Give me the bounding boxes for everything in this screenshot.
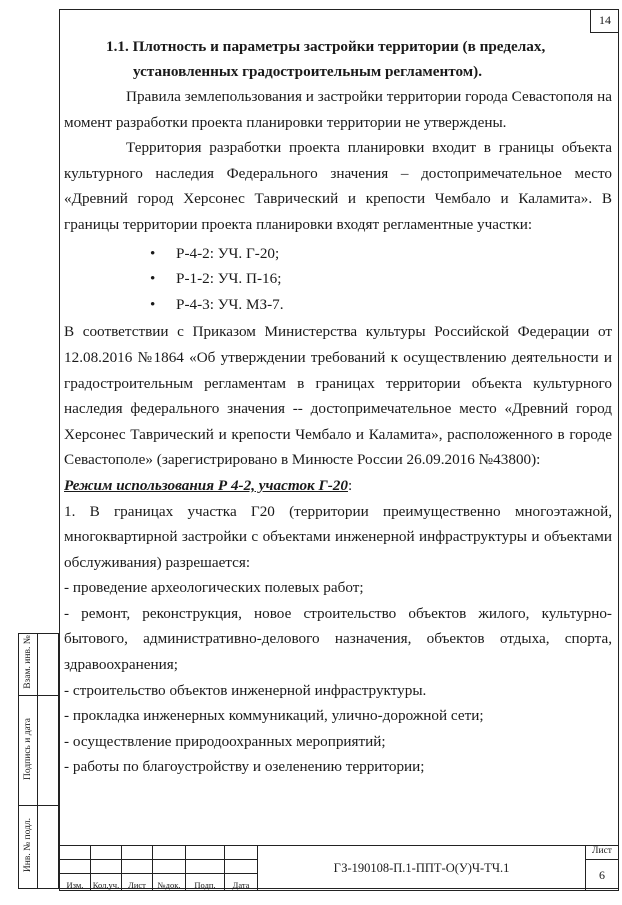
list-item: - проведение археологических полевых работ; — [64, 579, 364, 597]
plots-list — [64, 241, 612, 318]
page-number: 14 — [590, 9, 619, 33]
sheet-label: Лист — [586, 846, 619, 860]
section-heading — [64, 34, 612, 84]
side-stamp — [18, 633, 59, 889]
heading-line-1: 1.1. Плотность и параметры застройки территории (в пределах, — [106, 38, 546, 55]
paragraph-allowed: 1. В границах участка Г20 (территории преимущественно многоэтажной, многоквартирной застройки с объектами инженерной инфраструктуры и объектами обслуживания) разрешается: — [64, 502, 612, 571]
list-item: - ремонт, реконструкция, новое строительство объектов жилого, культурно-бытового, административно-делового назначения, объектов отдыха, спорта, здравоохранения; — [64, 604, 612, 674]
sign-date-label: Подпись и дата — [23, 718, 33, 781]
inv-replace-label: Взам. инв. № — [23, 635, 33, 689]
list-item: - прокладка инженерных коммуникаций, улично-дорожной сети; — [64, 707, 484, 725]
bullet-icon: • — [150, 295, 156, 313]
stamp-col-label: №док. — [153, 874, 186, 891]
list-item: • Р-4-2: УЧ. Г-20; — [150, 241, 612, 267]
stamp-col-label: Изм. — [60, 874, 91, 891]
mode-title: Режим использования Р 4-2, участок Г-20 — [64, 476, 348, 494]
list-item: - работы по благоустройству и озеленению территории; — [64, 758, 425, 776]
inv-orig-label: Инв. № подл. — [23, 817, 33, 873]
heading-line-2: установленных градостроительным регламентом). — [133, 63, 483, 80]
sheet-number: 6 — [586, 860, 619, 891]
list-item: • Р-4-3: УЧ. МЗ-7. — [150, 292, 612, 318]
paragraph-territory: Территория разработки проекта планировки входит в границы объекта культурного наследия Федерального значения – достопримечательное место «Древний город Херсонес Таврический и крепости Чембало и Каламита». В границы территории проекта планировки входят регламентные участки: — [64, 139, 612, 233]
bullet-icon: • — [150, 270, 156, 288]
bullet-icon: • — [150, 244, 156, 262]
stamp-col-label: Дата — [225, 874, 258, 891]
stamp-col-label: Подп. — [186, 874, 225, 891]
paragraph-rules: Правила землепользования и застройки территории города Севастополя на момент разработки проекта планировки территории не утверждены. — [64, 88, 612, 131]
paragraph-order: В соответствии с Приказом Министерства культуры Российской Федерации от 12.08.2016 №1864 «Об утверждении требований к осуществлению деятельности и градостроительным регламентам в границах территории объекта культурного наследия федерального значения -- достопримечательное место «Древний город Херсонес Таврический и крепости Чембало и Каламита», расположенного в городе Севастополе» (зарегистрировано в Минюсте России 26.09.2016 №43800): — [64, 323, 612, 469]
document-code: ГЗ-190108-П.1-ППТ-О(У)Ч-ТЧ.1 — [258, 846, 586, 891]
title-block — [59, 845, 619, 889]
document-body — [64, 34, 612, 780]
side-value-column — [37, 633, 59, 889]
stamp-col-label: Кол.уч. — [91, 874, 122, 891]
stamp-col-label: Лист — [122, 874, 153, 891]
list-item: - строительство объектов инженерной инфраструктуры. — [64, 681, 427, 699]
list-item: • Р-1-2: УЧ. П-16; — [150, 266, 612, 292]
mode-heading: Режим использования Р 4-2, участок Г-20: — [64, 476, 353, 494]
list-item: - осуществление природоохранных мероприятий; — [64, 732, 386, 750]
